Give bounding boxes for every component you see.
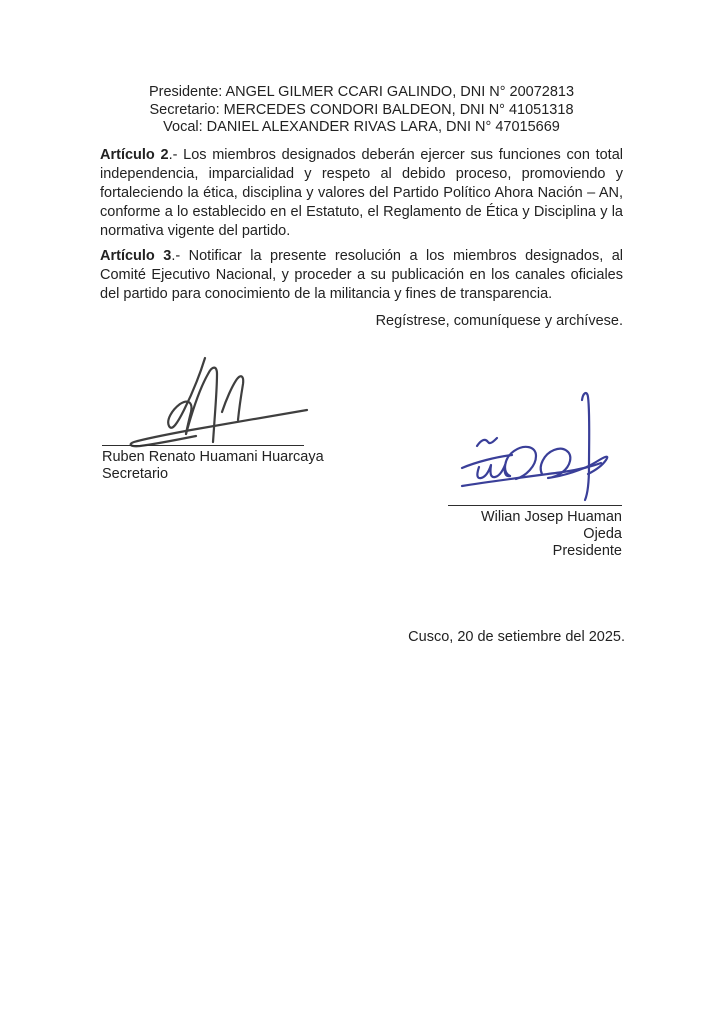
article-3-separator: .- — [171, 248, 181, 264]
dateline: Cusco, 20 de setiembre del 2025. — [408, 629, 625, 645]
president-signature-ink — [448, 388, 620, 504]
article-2-body: Los miembros designados deberán ejercer sus funciones con total independencia, imparcialidad y respeto al debido proceso, promoviendo y fortaleciendo la ética, disciplina y valores del Partido Político Ahora Nación – AN, conforme a lo establecido en el Estatuto, el Reglamento de Ética y Disciplina y la normativa vigente del partido. — [100, 147, 623, 239]
article-2-paragraph — [100, 146, 623, 241]
secretary-signature-block — [102, 449, 392, 483]
article-3-body: Notificar la presente resolución a los miembros designados, al Comité Ejecutivo Nacional, y proceder a su publicación en los canales oficiales del partido para conocimiento de la militancia y fines de transparencia. — [100, 248, 624, 302]
committee-members-block — [100, 84, 623, 137]
president-signature-line — [448, 505, 622, 506]
member-line-presidente: Presidente: ANGEL GILMER CCARI GALINDO, DNI N° 20072813 — [148, 84, 575, 100]
article-2-label: Artículo 2 — [100, 147, 169, 163]
secretary-signature-ink — [96, 350, 316, 448]
president-name: Wilian Josep Huaman Ojeda — [480, 509, 622, 542]
president-title: Presidente — [552, 543, 622, 559]
article-2-separator: .- — [168, 147, 178, 163]
secretary-title: Secretario — [102, 466, 169, 482]
member-line-vocal: Vocal: DANIEL ALEXANDER RIVAS LARA, DNI N° 47015669 — [163, 119, 560, 135]
closing-formula: Regístrese, comuníquese y archívese. — [375, 313, 623, 329]
article-3-label: Artículo 3 — [100, 248, 172, 264]
article-3-paragraph — [100, 247, 623, 304]
member-line-secretario: Secretario: MERCEDES CONDORI BALDEON, DNI N° 41051318 — [149, 101, 574, 118]
president-signature-block — [448, 509, 622, 560]
secretary-name: Ruben Renato Huamani Huarcaya — [102, 449, 324, 465]
secretary-signature-line — [102, 445, 304, 446]
